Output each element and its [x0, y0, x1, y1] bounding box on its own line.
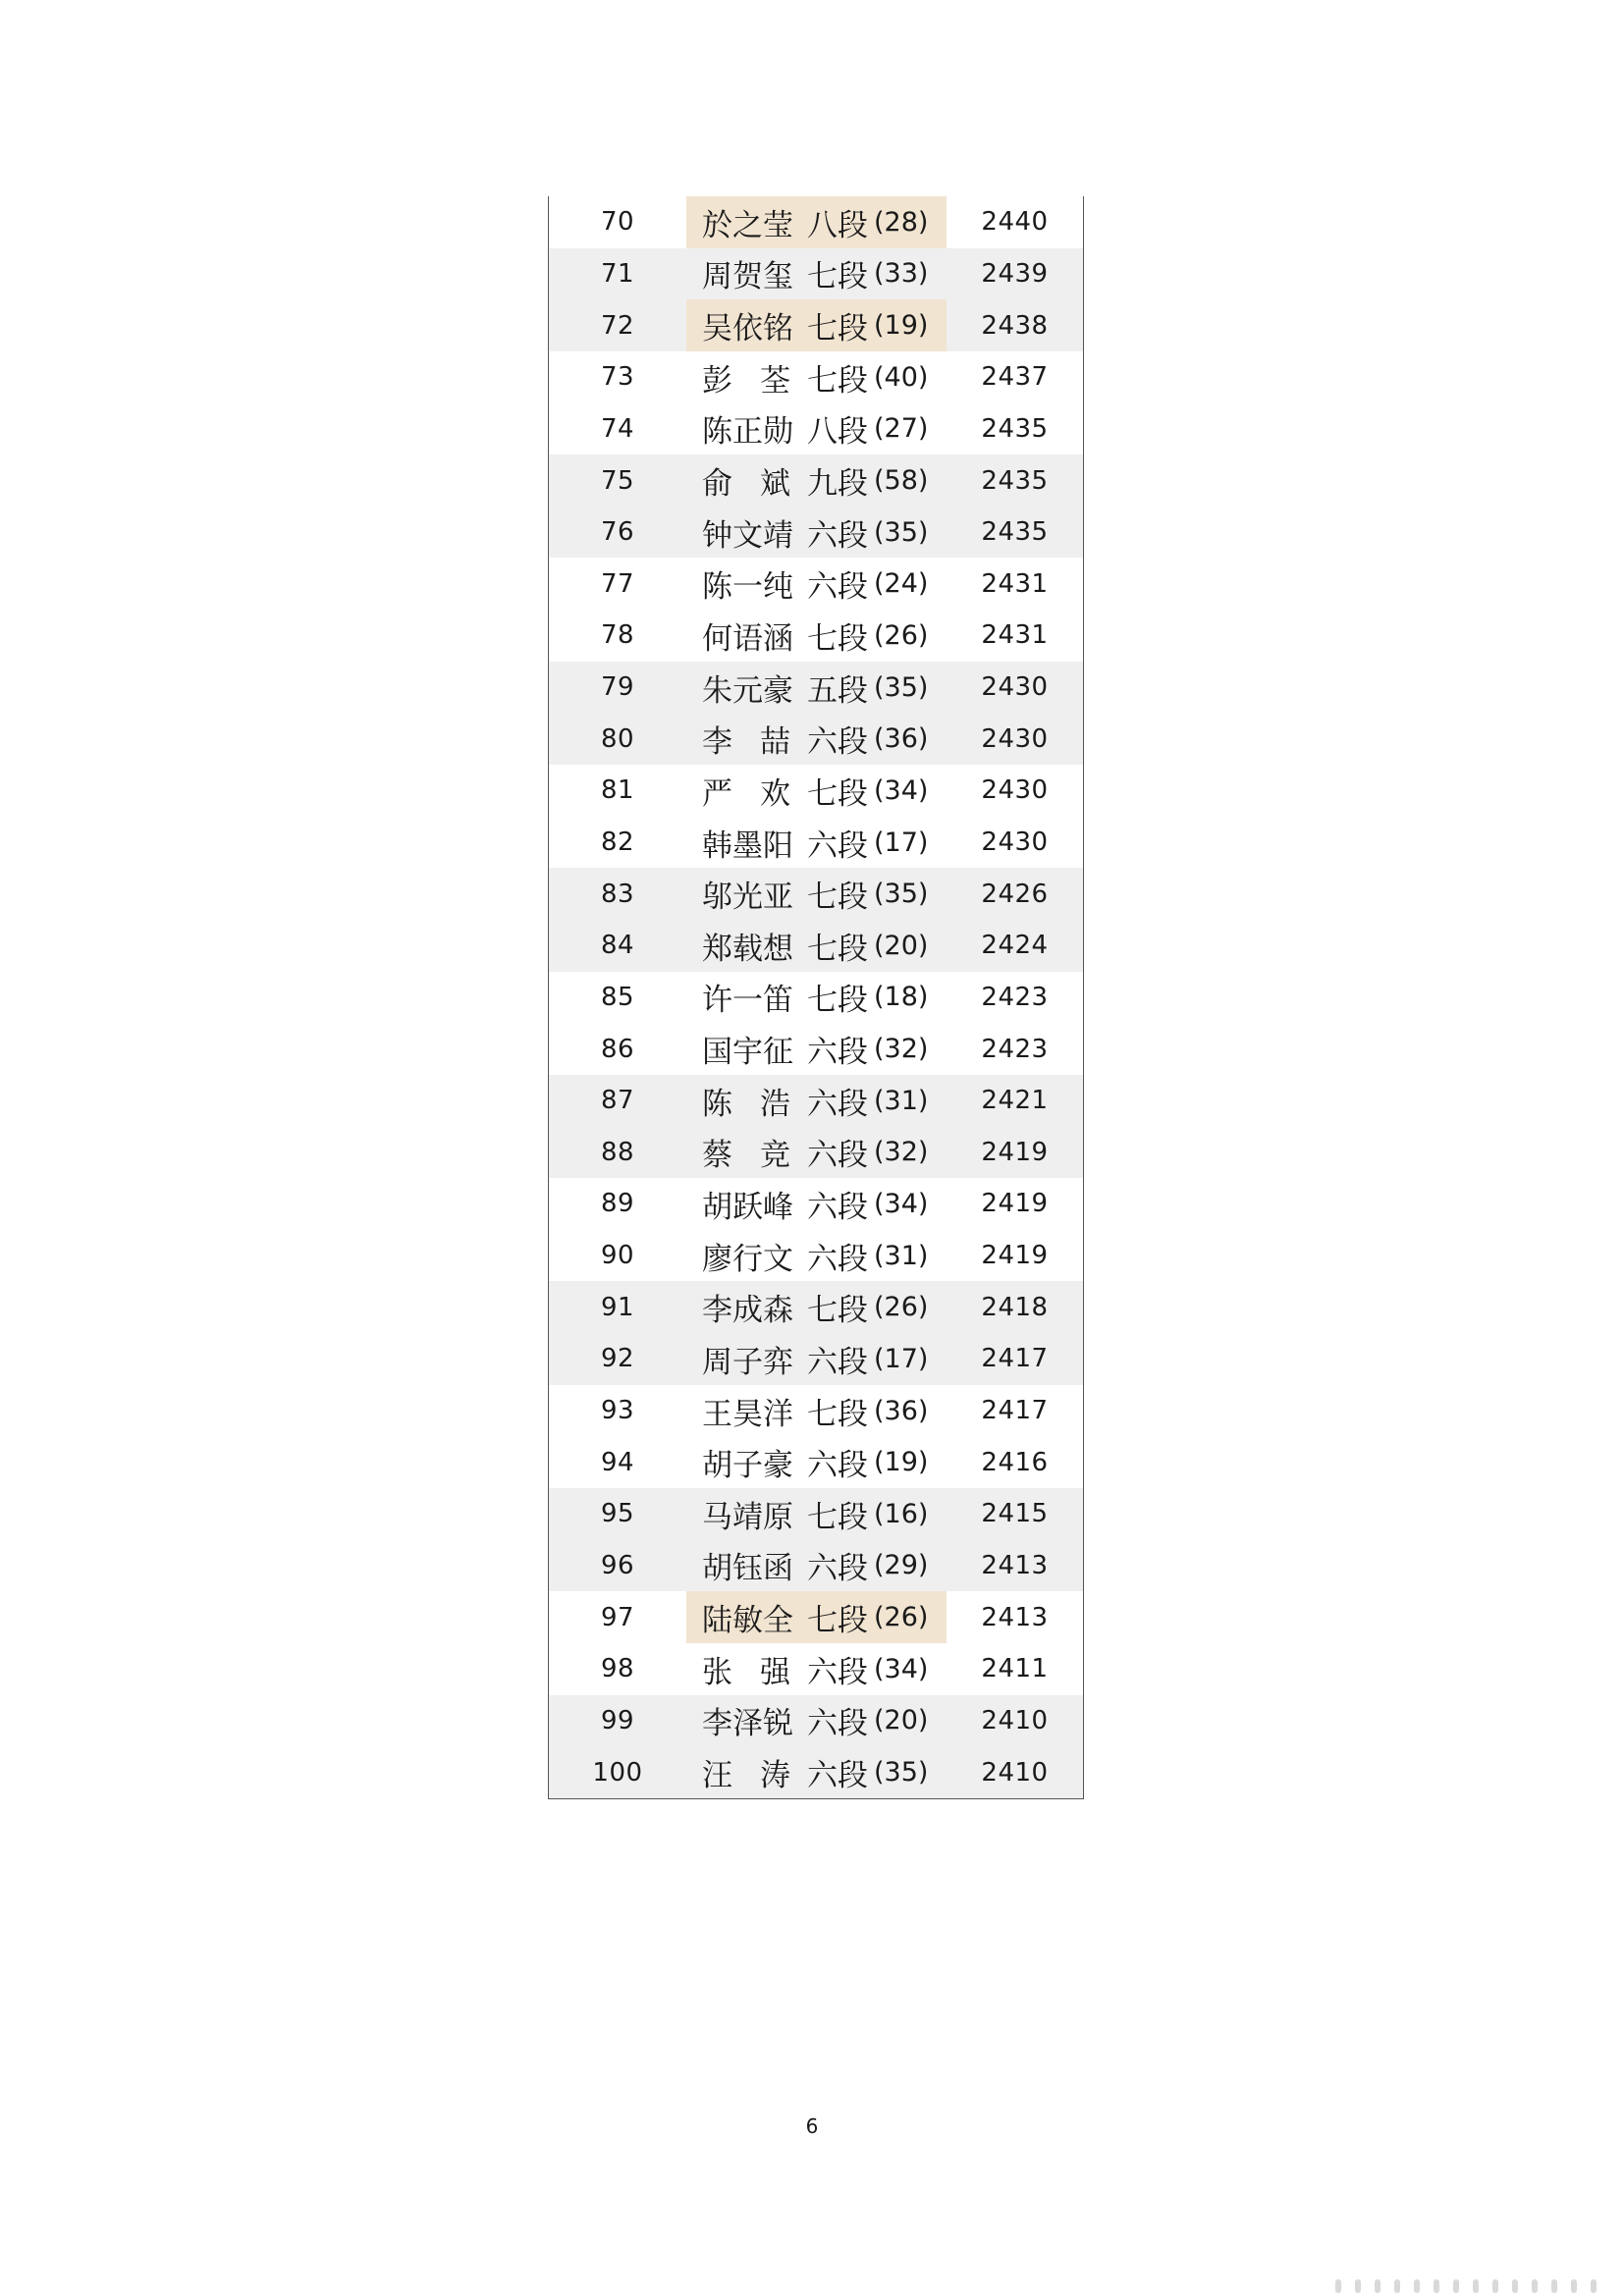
player-age: (40)	[874, 361, 929, 393]
player-name: 胡跃峰	[702, 1189, 793, 1225]
player-cell	[686, 403, 947, 455]
rank-cell: 79	[600, 672, 635, 703]
player-cell	[686, 1436, 947, 1488]
player-age: (28)	[874, 206, 929, 238]
player-name: 李泽锐	[702, 1706, 793, 1742]
scroll-tick-icon	[1532, 2279, 1538, 2293]
rank-cell: 91	[600, 1292, 635, 1322]
rank-cell: 76	[600, 517, 635, 548]
rating-cell: 2430	[981, 723, 1049, 754]
player-name: 廖行文	[702, 1241, 793, 1277]
player-dan: 六段	[807, 724, 868, 761]
rating-cell: 2430	[981, 775, 1049, 806]
player-cell	[686, 662, 947, 714]
rating-cell: 2419	[981, 1189, 1049, 1219]
table-row	[549, 920, 1083, 972]
scroll-tick-icon	[1551, 2279, 1557, 2293]
rank-cell: 72	[600, 310, 635, 341]
player-age: (27)	[874, 413, 929, 445]
rating-cell: 2416	[981, 1447, 1049, 1477]
rating-cell: 2430	[981, 828, 1049, 857]
rating-cell: 2417	[981, 1344, 1049, 1374]
player-cell	[686, 351, 947, 403]
player-cell	[686, 1281, 947, 1333]
rank-cell: 89	[600, 1189, 635, 1219]
player-cell	[686, 868, 947, 920]
scroll-tick-icon	[1453, 2279, 1459, 2293]
player-name: 严欢	[702, 775, 790, 812]
player-dan: 六段	[807, 1138, 868, 1174]
rank-cell: 99	[600, 1705, 635, 1735]
player-age: (36)	[874, 1395, 929, 1426]
player-age: (32)	[874, 1034, 929, 1065]
player-cell	[686, 1230, 947, 1282]
rank-cell: 82	[600, 828, 635, 857]
table-row	[549, 972, 1083, 1024]
player-age: (26)	[874, 1292, 929, 1323]
player-dan: 七段	[807, 983, 868, 1019]
player-name: 张强	[702, 1654, 790, 1690]
scroll-tick-icon	[1591, 2279, 1597, 2293]
rating-cell: 2421	[981, 1086, 1049, 1116]
table-row	[549, 662, 1083, 714]
player-age: (35)	[874, 516, 929, 548]
player-age: (34)	[874, 1188, 929, 1219]
table-row	[549, 454, 1083, 507]
rank-cell: 92	[600, 1344, 635, 1374]
rank-cell: 73	[600, 362, 635, 393]
table-row	[549, 1127, 1083, 1179]
player-dan: 六段	[807, 1706, 868, 1742]
rating-cell: 2419	[981, 1137, 1049, 1167]
table-row	[549, 196, 1083, 248]
player-name: 钟文靖	[702, 517, 793, 554]
player-cell	[686, 1075, 947, 1127]
rank-cell: 78	[600, 620, 635, 651]
player-cell	[686, 454, 947, 507]
player-dan: 六段	[807, 1241, 868, 1277]
rating-cell: 2435	[981, 517, 1049, 548]
table-row	[549, 610, 1083, 662]
player-age: (20)	[874, 930, 929, 961]
player-name: 郑载想	[702, 931, 793, 967]
player-dan: 七段	[807, 620, 868, 657]
table-row	[549, 1281, 1083, 1333]
player-dan: 八段	[807, 414, 868, 451]
player-age: (31)	[874, 1085, 929, 1116]
player-dan: 六段	[807, 1035, 868, 1071]
player-name: 国宇征	[702, 1035, 793, 1071]
rank-cell: 74	[600, 413, 635, 444]
rank-cell: 84	[600, 931, 635, 961]
player-name: 朱元豪	[702, 672, 793, 709]
rating-cell: 2413	[981, 1550, 1049, 1580]
player-dan: 六段	[807, 517, 868, 554]
player-dan: 七段	[807, 311, 868, 347]
rank-cell: 95	[600, 1499, 635, 1529]
scroll-tick-icon	[1492, 2279, 1498, 2293]
player-dan: 七段	[807, 1293, 868, 1329]
scroll-tick-icon	[1434, 2279, 1439, 2293]
player-name: 王昊洋	[702, 1396, 793, 1432]
player-name: 周子弈	[702, 1344, 793, 1380]
player-age: (58)	[874, 465, 929, 497]
player-name: 俞斌	[702, 466, 790, 503]
player-cell	[686, 1488, 947, 1540]
player-name: 李喆	[702, 724, 790, 761]
scroll-tick-icon	[1375, 2279, 1380, 2293]
rank-cell: 81	[600, 775, 635, 806]
player-age: (35)	[874, 879, 929, 910]
player-cell	[686, 1023, 947, 1075]
scroll-indicator[interactable]	[1335, 2279, 1620, 2293]
rank-cell: 94	[600, 1447, 635, 1477]
player-age: (32)	[874, 1137, 929, 1168]
player-age: (19)	[874, 1447, 929, 1478]
rating-cell: 2426	[981, 879, 1049, 909]
player-cell	[686, 1333, 947, 1385]
rating-cell: 2413	[981, 1602, 1049, 1632]
rank-cell: 90	[600, 1241, 635, 1271]
player-dan: 六段	[807, 569, 868, 606]
player-name: 许一笛	[702, 983, 793, 1019]
player-age: (17)	[874, 827, 929, 858]
rank-cell: 83	[600, 879, 635, 909]
player-age: (36)	[874, 723, 929, 755]
rating-cell: 2438	[981, 310, 1049, 341]
player-name: 彭荃	[702, 362, 790, 399]
player-cell	[686, 507, 947, 559]
player-name: 胡子豪	[702, 1448, 793, 1484]
player-cell	[686, 558, 947, 610]
player-dan: 七段	[807, 1499, 868, 1535]
player-cell	[686, 610, 947, 662]
table-row	[549, 1746, 1083, 1798]
player-cell	[686, 817, 947, 869]
player-age: (34)	[874, 1653, 929, 1684]
rating-cell: 2439	[981, 258, 1049, 289]
table-row	[549, 1643, 1083, 1695]
table-row	[549, 1695, 1083, 1747]
rank-cell: 98	[600, 1654, 635, 1684]
rating-cell: 2410	[981, 1757, 1049, 1788]
player-dan: 六段	[807, 828, 868, 864]
player-cell	[686, 196, 947, 248]
player-name: 陈一纯	[702, 569, 793, 606]
player-dan: 七段	[807, 1396, 868, 1432]
player-cell	[686, 248, 947, 300]
player-dan: 七段	[807, 775, 868, 812]
player-age: (29)	[874, 1550, 929, 1581]
rank-cell: 96	[600, 1550, 635, 1580]
player-dan: 七段	[807, 931, 868, 967]
player-cell	[686, 713, 947, 765]
player-dan: 五段	[807, 672, 868, 709]
rating-cell: 2417	[981, 1396, 1049, 1426]
table-row	[549, 868, 1083, 920]
player-name: 吴依铭	[702, 311, 793, 347]
player-name: 周贺玺	[702, 259, 793, 295]
table-row	[549, 1178, 1083, 1230]
player-age: (35)	[874, 671, 929, 703]
table-row	[549, 1023, 1083, 1075]
player-cell	[686, 299, 947, 351]
player-dan: 七段	[807, 1603, 868, 1639]
player-dan: 九段	[807, 466, 868, 503]
player-age: (20)	[874, 1705, 929, 1736]
player-name: 李成森	[702, 1293, 793, 1329]
player-name: 胡钰函	[702, 1551, 793, 1587]
player-dan: 六段	[807, 1551, 868, 1587]
player-dan: 六段	[807, 1758, 868, 1794]
rating-cell: 2419	[981, 1241, 1049, 1271]
table-row	[549, 1540, 1083, 1592]
rank-cell: 86	[600, 1034, 635, 1064]
player-name: 蔡竞	[702, 1138, 790, 1174]
player-cell	[686, 1643, 947, 1695]
rank-cell: 77	[600, 568, 635, 599]
ranking-table	[548, 196, 1084, 1799]
player-name: 邬光亚	[702, 880, 793, 916]
rating-cell: 2435	[981, 465, 1049, 496]
table-row	[549, 248, 1083, 300]
player-name: 陆敏全	[702, 1603, 793, 1639]
table-row	[549, 299, 1083, 351]
player-age: (16)	[874, 1498, 929, 1529]
player-age: (24)	[874, 568, 929, 600]
scroll-tick-icon	[1473, 2279, 1479, 2293]
table-row	[549, 558, 1083, 610]
player-cell	[686, 1746, 947, 1798]
rank-cell: 71	[600, 258, 635, 289]
table-row	[549, 1075, 1083, 1127]
player-name: 汪涛	[702, 1758, 790, 1794]
rank-cell: 93	[600, 1396, 635, 1426]
player-name: 何语涵	[702, 620, 793, 657]
player-cell	[686, 1385, 947, 1437]
scroll-tick-icon	[1335, 2279, 1341, 2293]
player-name: 马靖原	[702, 1499, 793, 1535]
player-cell	[686, 1591, 947, 1643]
player-dan: 六段	[807, 1344, 868, 1380]
player-cell	[686, 765, 947, 817]
rating-cell: 2440	[981, 207, 1049, 238]
table-row	[549, 1488, 1083, 1540]
player-age: (17)	[874, 1343, 929, 1374]
player-age: (26)	[874, 619, 929, 651]
rank-cell: 85	[600, 982, 635, 1012]
player-name: 陈浩	[702, 1086, 790, 1122]
player-name: 陈正勋	[702, 414, 793, 451]
player-dan: 六段	[807, 1654, 868, 1690]
player-dan: 六段	[807, 1189, 868, 1225]
table-row	[549, 713, 1083, 765]
rating-cell: 2431	[981, 568, 1049, 599]
page-number: 6	[805, 2114, 819, 2138]
rating-cell: 2411	[981, 1654, 1049, 1684]
rating-cell: 2437	[981, 362, 1049, 393]
player-cell	[686, 1178, 947, 1230]
player-dan: 七段	[807, 259, 868, 295]
player-dan: 六段	[807, 1448, 868, 1484]
rank-cell: 87	[600, 1086, 635, 1116]
rating-cell: 2423	[981, 1034, 1049, 1064]
player-age: (19)	[874, 310, 929, 342]
player-name: 韩墨阳	[702, 828, 793, 864]
rating-cell: 2415	[981, 1499, 1049, 1529]
rating-cell: 2424	[981, 931, 1049, 961]
rank-cell: 75	[600, 465, 635, 496]
table-row	[549, 817, 1083, 869]
player-name: 於之莹	[702, 207, 793, 243]
scroll-tick-icon	[1512, 2279, 1518, 2293]
rank-cell: 100	[592, 1757, 643, 1788]
player-cell	[686, 920, 947, 972]
rating-cell: 2435	[981, 413, 1049, 444]
player-dan: 六段	[807, 1086, 868, 1122]
table-row	[549, 351, 1083, 403]
rating-cell: 2418	[981, 1292, 1049, 1322]
player-cell	[686, 1695, 947, 1747]
player-age: (18)	[874, 982, 929, 1013]
player-cell	[686, 1540, 947, 1592]
player-age: (34)	[874, 774, 929, 806]
table-row	[549, 507, 1083, 559]
player-dan: 七段	[807, 880, 868, 916]
player-cell	[686, 1127, 947, 1179]
table-row	[549, 1436, 1083, 1488]
rating-cell: 2431	[981, 620, 1049, 651]
player-cell	[686, 972, 947, 1024]
rating-cell: 2410	[981, 1705, 1049, 1735]
table-row	[549, 1385, 1083, 1437]
player-age: (35)	[874, 1757, 929, 1789]
rank-cell: 97	[600, 1602, 635, 1632]
table-row	[549, 765, 1083, 817]
scroll-tick-icon	[1414, 2279, 1420, 2293]
player-age: (31)	[874, 1240, 929, 1271]
player-dan: 八段	[807, 207, 868, 243]
rank-cell: 70	[600, 207, 635, 238]
table-row	[549, 1230, 1083, 1282]
scroll-tick-icon	[1571, 2279, 1577, 2293]
player-age: (26)	[874, 1602, 929, 1633]
rank-cell: 80	[600, 723, 635, 754]
player-age: (33)	[874, 258, 929, 290]
rating-cell: 2423	[981, 982, 1049, 1012]
table-row	[549, 1333, 1083, 1385]
rank-cell: 88	[600, 1137, 635, 1167]
table-row	[549, 1591, 1083, 1643]
player-dan: 七段	[807, 362, 868, 399]
scroll-tick-icon	[1394, 2279, 1400, 2293]
scroll-tick-icon	[1355, 2279, 1361, 2293]
table-row	[549, 403, 1083, 455]
rating-cell: 2430	[981, 672, 1049, 703]
